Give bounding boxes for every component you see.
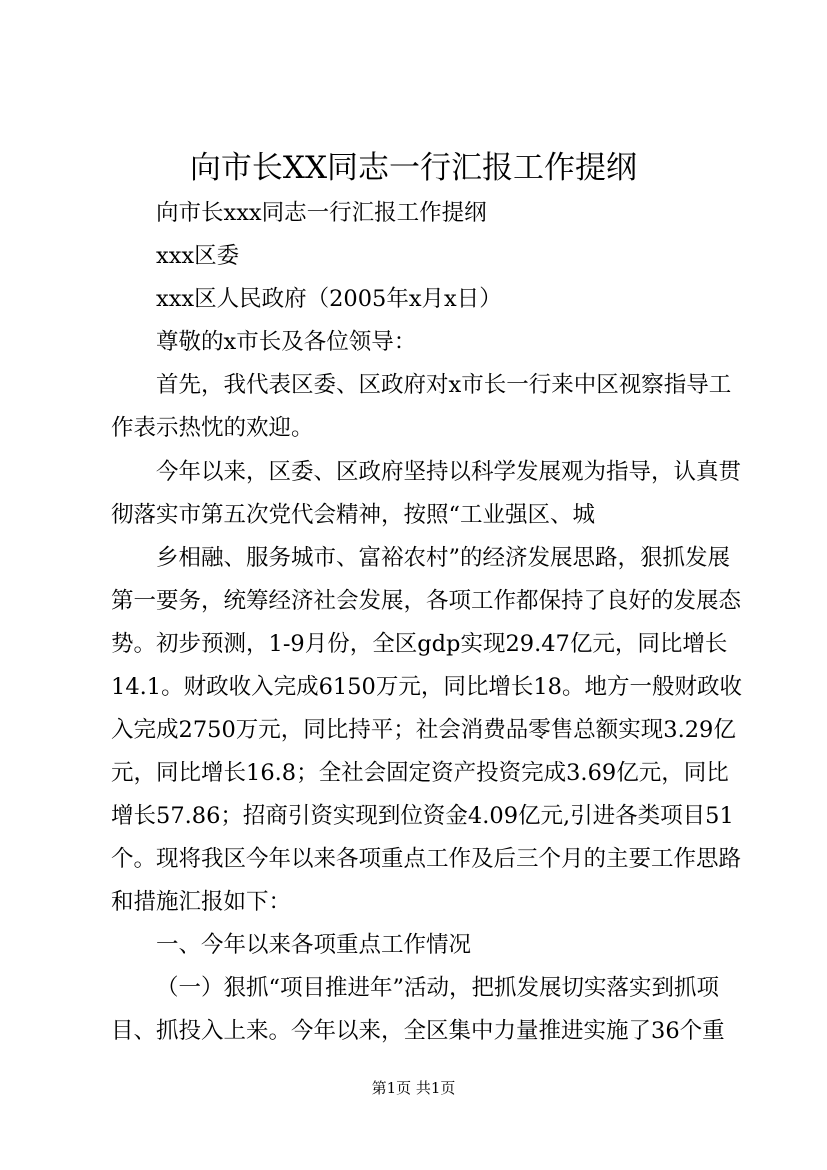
body-line: 首先，我代表区委、区政府对x市长一行来中区视察指导工 (156, 372, 732, 398)
body-line: 目、抓投入上来。今年以来，全区集中力量推进实施了36个重 (111, 1018, 725, 1044)
body-line: 14.1。财政收入完成6150万元，同比增长18。地方一般财政收 (111, 674, 742, 700)
body-line: 向市长xxx同志一行汇报工作提纲 (156, 200, 487, 226)
body-line: 乡相融、服务城市、富裕农村”的经济发展思路，狠抓发展 (156, 545, 731, 571)
page-number: 第1页 共1页 (371, 1079, 456, 1097)
section-heading: 一、今年以来各项重点工作情况 (156, 932, 472, 958)
body-line: 增长57.86；招商引资实现到位资金4.09亿元,引进各类项目51 (111, 803, 734, 829)
body-line: xxx区人民政府（2005年x月x日） (156, 286, 502, 312)
body-line: （一）狠抓“项目推进年”活动，把抓发展切实落实到抓项 (156, 975, 720, 1001)
body-line: 个。现将我区今年以来各项重点工作及后三个月的主要工作思路 (111, 846, 742, 872)
body-line: 彻落实市第五次党代会精神，按照“工业强区、城 (111, 502, 596, 528)
body-line: 元，同比增长16.8；全社会固定资产投资完成3.69亿元，同比 (111, 760, 729, 786)
body-line: 和措施汇报如下： (111, 889, 292, 915)
body-line: 入完成2750万元，同比持平；社会消费品零售总额实现3.29亿 (111, 717, 736, 743)
body-line: 尊敬的x市长及各位领导： (156, 329, 417, 355)
body-line: 第一要务，统筹经济社会发展，各项工作都保持了良好的发展态 (111, 588, 742, 614)
body-line: 今年以来，区委、区政府坚持以科学发展观为指导，认真贯 (156, 459, 742, 485)
body-line: xxx区委 (156, 243, 240, 269)
body-line: 作表示热忱的欢迎。 (111, 415, 314, 441)
body-line: 势。初步预测，1-9月份，全区gdp实现29.47亿元，同比增长 (111, 631, 728, 657)
document-title: 向市长XX同志一行汇报工作提纲 (189, 150, 638, 186)
